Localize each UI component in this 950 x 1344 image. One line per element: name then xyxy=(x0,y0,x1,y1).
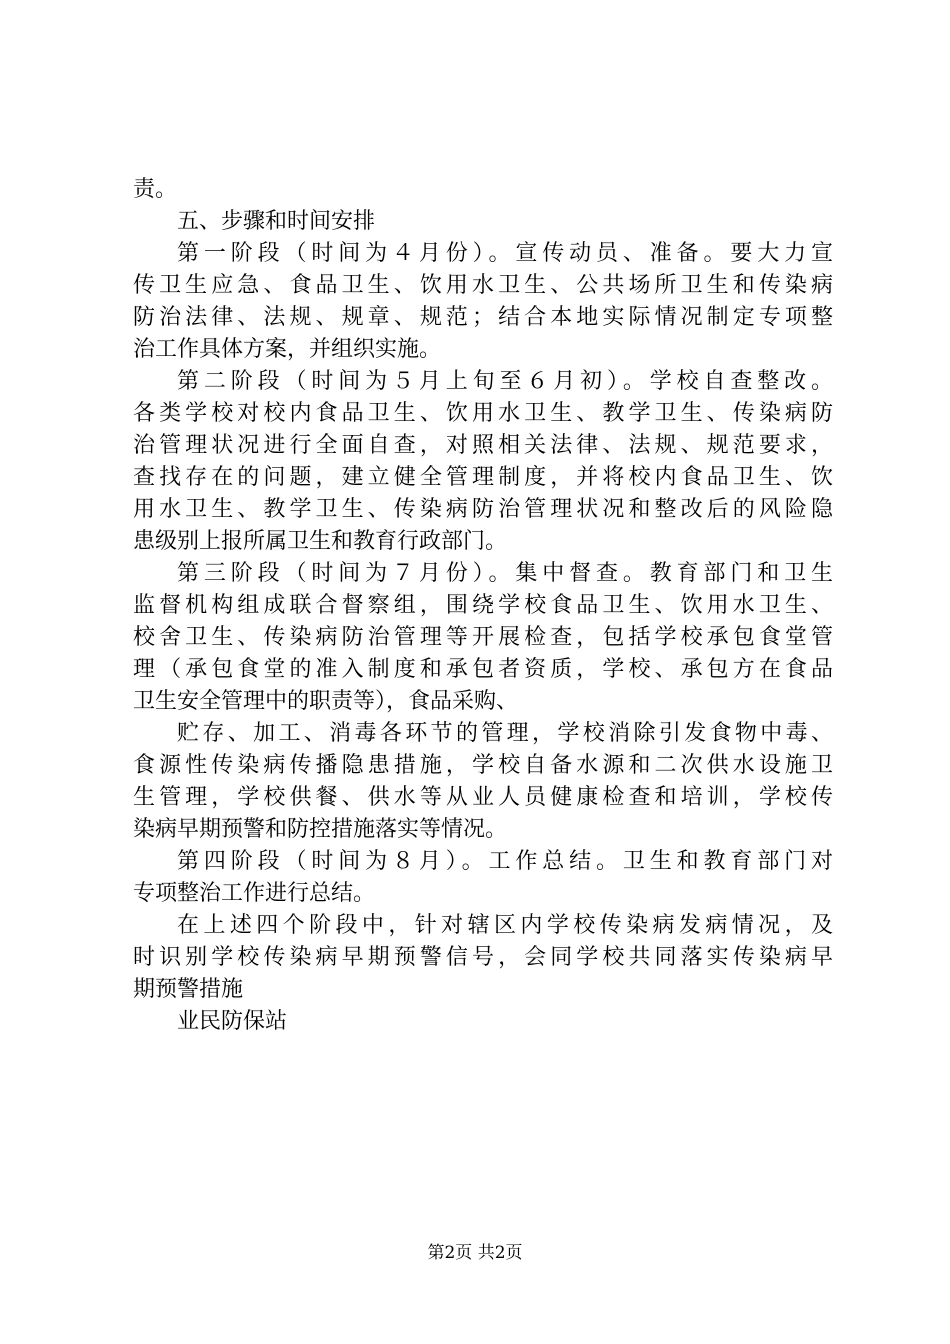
text-line: 各类学校对校内食品卫生、饮用水卫生、教学卫生、传染病防 xyxy=(133,401,833,426)
text-line: 贮存、加工、消毒各环节的管理，学校消除引发食物中毒、 xyxy=(177,721,833,746)
text-line: 患级别上报所属卫生和教育行政部门。 xyxy=(133,529,508,554)
text-line: 防治法律、法规、规章、规范；结合本地实际情况制定专项整 xyxy=(133,305,833,330)
text-line: 食源性传染病传播隐患措施，学校自备水源和二次供水设施卫 xyxy=(133,753,833,778)
text-line: 第四阶段（时间为８月）。工作总结。卫生和教育部门对 xyxy=(177,849,833,874)
text-line: 用水卫生、教学卫生、传染病防治管理状况和整改后的风险隐 xyxy=(133,497,833,522)
text-line: 卫生安全管理中的职责等），食品采购、 xyxy=(133,689,519,714)
text-line: 生管理，学校供餐、供水等从业人员健康检查和培训，学校传 xyxy=(133,785,833,810)
text-line: 业民防保站 xyxy=(177,1009,288,1034)
document-body xyxy=(133,174,833,1038)
text-line: 五、步骤和时间安排 xyxy=(177,209,376,234)
text-line: 责。 xyxy=(133,177,178,202)
text-line: 理（承包食堂的准入制度和承包者资质，学校、承包方在食品 xyxy=(133,657,833,682)
text-line: 时识别学校传染病早期预警信号，会同学校共同落实传染病早 xyxy=(133,945,833,970)
text-line: 染病早期预警和防控措施落实等情况。 xyxy=(133,817,508,842)
text-line: 第三阶段（时间为７月份）。集中督查。教育部门和卫生 xyxy=(177,561,833,586)
text-line: 传卫生应急、食品卫生、饮用水卫生、公共场所卫生和传染病 xyxy=(133,273,833,298)
text-line: 期预警措施 xyxy=(133,977,244,1002)
text-line: 治工作具体方案，并组织实施。 xyxy=(133,337,442,362)
text-line: 第一阶段（时间为４月份）。宣传动员、准备。要大力宣 xyxy=(177,241,833,266)
text-line: 监督机构组成联合督察组，围绕学校食品卫生、饮用水卫生、 xyxy=(133,593,833,618)
text-line: 第二阶段（时间为５月上旬至６月初）。学校自查整改。 xyxy=(177,369,833,394)
text-line: 校舍卫生、传染病防治管理等开展检查，包括学校承包食堂管 xyxy=(133,625,833,650)
text-line: 治管理状况进行全面自查，对照相关法律、法规、规范要求， xyxy=(133,433,833,458)
text-line: 查找存在的问题，建立健全管理制度，并将校内食品卫生、饮 xyxy=(133,465,833,490)
page-footer: 第2页 共2页 xyxy=(427,1243,523,1263)
text-line: 专项整治工作进行总结。 xyxy=(133,881,376,906)
text-line: 在上述四个阶段中，针对辖区内学校传染病发病情况，及 xyxy=(177,913,833,938)
